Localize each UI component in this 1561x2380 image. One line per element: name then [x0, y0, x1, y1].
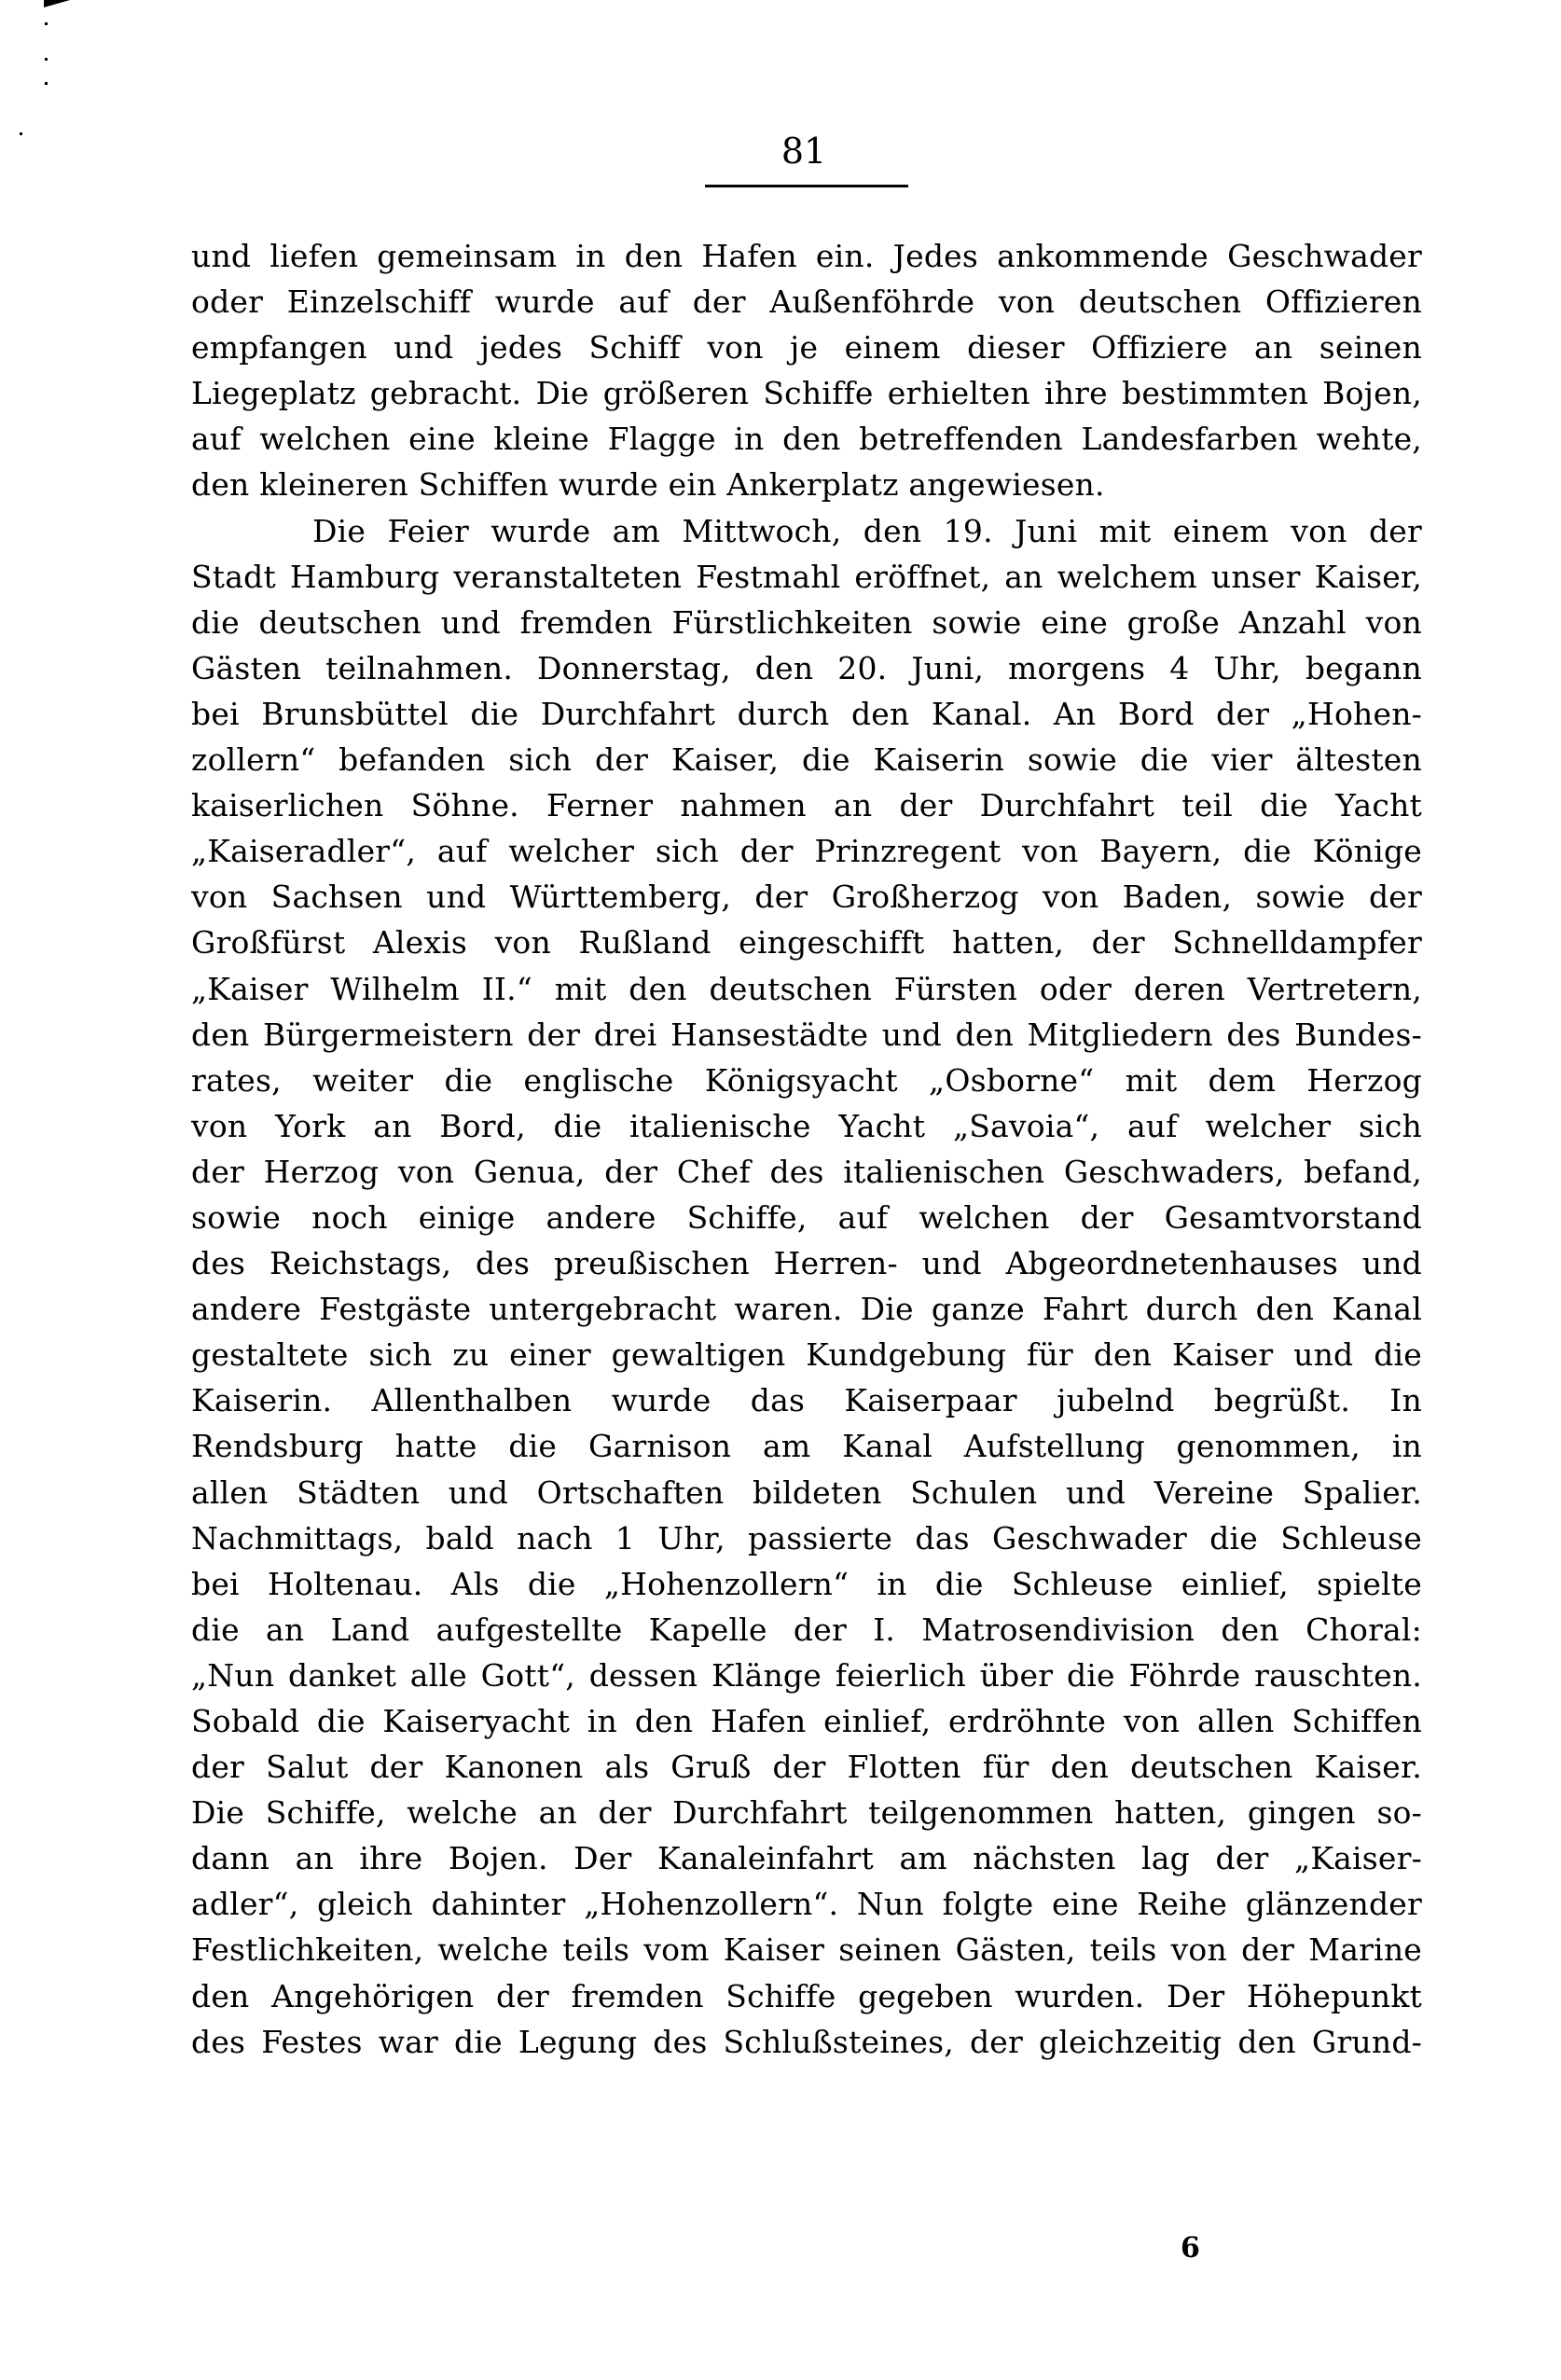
text-line: Sobald die Kaiseryacht in den Hafen einlief, erdröhnte von allen Schiffen — [191, 1703, 1422, 1739]
text-line: von York an Bord, die italienische Yacht „Savoia“, auf welcher sich — [191, 1107, 1422, 1144]
text-line: zollern“ befanden sich der Kaiser, die Kaiserin sowie die vier ältesten — [191, 741, 1422, 779]
text-line: den Angehörigen der fremden Schiffe gegeben wurden. Der Höhepunkt — [191, 1977, 1422, 2014]
text-line: gestaltete sich zu einer gewaltigen Kundgebung für den Kaiser und die — [191, 1336, 1422, 1374]
text-line: Liegeplatz gebracht. Die größeren Schiffe erhielten ihre bestimmten Bojen, — [191, 375, 1422, 412]
text-line: auf welchen eine kleine Flagge in den betreffenden Landesfarben wehte, — [191, 421, 1422, 458]
text-line: den Bürgermeistern der drei Hansestädte und den Mitgliedern des Bundes- — [191, 1016, 1422, 1053]
text-line: der Herzog von Genua, der Chef des italienischen Geschwaders, befand, — [191, 1153, 1422, 1190]
scan-speck — [45, 58, 48, 61]
text-line: kaiserlichen Söhne. Ferner nahmen an der Durchfahrt teil die Yacht — [191, 787, 1422, 824]
text-line: Nachmittags, bald nach 1 Uhr, passierte das Geschwader die Schleuse — [191, 1519, 1422, 1557]
text-line: Gästen teilnahmen. Donnerstag, den 20. Juni, morgens 4 Uhr, begann — [191, 649, 1422, 686]
text-line: und liefen gemeinsam in den Hafen ein. Jedes ankommende Geschwader — [191, 238, 1422, 274]
paragraph-start-line: Die Feier wurde am Mittwoch, den 19. Juni mit einem von der — [312, 512, 1422, 549]
text-line: Kaiserin. Allenthalben wurde das Kaiserpaar jubelnd begrüßt. In — [191, 1382, 1422, 1419]
text-line: die deutschen und fremden Fürstlichkeiten sowie eine große Anzahl von — [191, 603, 1422, 641]
header-rule — [705, 185, 908, 187]
scan-corner-mark — [44, 0, 70, 7]
text-line: Großfürst Alexis von Rußland eingeschifft hatten, der Schnelldampfer — [191, 924, 1422, 962]
text-line: von Sachsen und Württemberg, der Großherzog von Baden, sowie der — [191, 879, 1422, 916]
body-text — [191, 233, 1422, 2065]
text-line: adler“, gleich dahinter „Hohenzollern“. Nun folgte eine Reihe glänzender — [191, 1886, 1422, 1923]
text-line: die an Land aufgestellte Kapelle der I. Matrosendivision den Choral: — [191, 1611, 1422, 1648]
text-line: Rendsburg hatte die Garnison am Kanal Aufstellung genommen, in — [191, 1428, 1422, 1465]
text-line: „Kaiseradler“, auf welcher sich der Prinzregent von Bayern, die Könige — [191, 833, 1422, 870]
text-line: „Kaiser Wilhelm II.“ mit den deutschen Fürsten oder deren Vertretern, — [191, 970, 1422, 1007]
text-line: empfangen und jedes Schiff von je einem dieser Offiziere an seinen — [191, 329, 1422, 367]
text-line: rates, weiter die englische Königsyacht „Osborne“ mit dem Herzog — [191, 1061, 1422, 1099]
scan-speck — [45, 82, 48, 85]
text-line: andere Festgäste untergebracht waren. Die ganze Fahrt durch den Kanal — [191, 1291, 1422, 1328]
text-line: der Salut der Kanonen als Gruß der Flotten für den deutschen Kaiser. — [191, 1749, 1422, 1786]
signature-mark: 6 — [1181, 2232, 1200, 2264]
scan-speck — [45, 22, 48, 25]
scan-speck — [20, 132, 22, 135]
text-line: bei Holtenau. Als die „Hohenzollern“ in die Schleuse einlief, spielte — [191, 1565, 1422, 1602]
text-line: den kleineren Schiffen wurde ein Ankerplatz angewiesen. — [191, 466, 1105, 504]
text-line: sowie noch einige andere Schiffe, auf welchen der Gesamtvorstand — [191, 1198, 1422, 1236]
page-number: 81 — [780, 131, 827, 172]
text-line: des Reichstags, des preußischen Herren- und Abgeordnetenhauses und — [191, 1245, 1422, 1282]
text-line: „Nun danket alle Gott“, dessen Klänge feierlich über die Föhrde rauschten. — [191, 1656, 1422, 1694]
text-line: oder Einzelschiff wurde auf der Außenföhrde von deutschen Offizieren — [191, 284, 1422, 321]
text-line: allen Städten und Ortschaften bildeten Schulen und Vereine Spalier. — [191, 1474, 1422, 1511]
text-line: Festlichkeiten, welche teils vom Kaiser seinen Gästen, teils von der Marine — [191, 1931, 1422, 1969]
text-line: Die Schiffe, welche an der Durchfahrt teilgenommen hatten, gingen so- — [191, 1794, 1422, 1832]
text-line: bei Brunsbüttel die Durchfahrt durch den Kanal. An Bord der „Hohen- — [191, 695, 1422, 732]
text-line: Stadt Hamburg veranstalteten Festmahl eröffnet, an welchem unser Kaiser, — [191, 558, 1422, 595]
text-line: dann an ihre Bojen. Der Kanaleinfahrt am nächsten lag der „Kaiser- — [191, 1840, 1422, 1877]
text-line: des Festes war die Legung des Schlußsteines, der gleichzeitig den Grund- — [191, 2023, 1422, 2060]
